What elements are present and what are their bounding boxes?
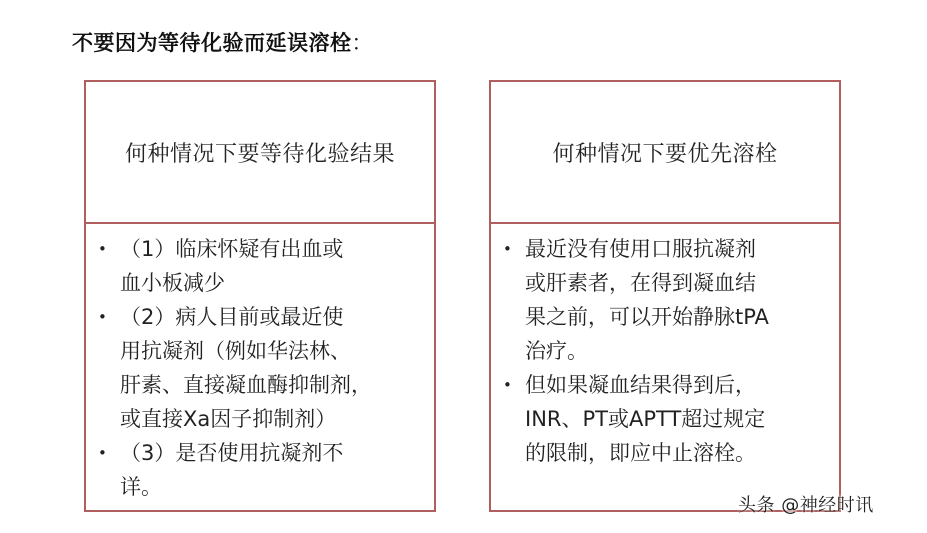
list-item-text: 最近没有使用口服抗凝剂 或肝素者，在得到凝血结 果之前，可以开始静脉tPA 治疗。 [525, 237, 769, 363]
wait-for-labs-list [86, 224, 434, 504]
wait-for-labs-title: 何种情况下要等待化验结果 [86, 82, 434, 224]
prioritize-thrombolysis-list [491, 224, 839, 470]
bullet-icon: • [98, 444, 107, 462]
bullet-icon: • [503, 376, 512, 394]
wait-for-labs-card [84, 80, 436, 512]
page-heading [72, 27, 373, 57]
list-item [98, 232, 420, 300]
list-item-text: （2）病人目前或最近使 用抗凝剂（例如华法林、 肝素、直接凝血酶抑制剂， 或直接Xa因子抑制剂） [120, 305, 372, 431]
list-item-text: （1）临床怀疑有出血或 血小板减少 [120, 237, 344, 295]
list-item-text: （3）是否使用抗凝剂不 详。 [120, 441, 344, 499]
prioritize-thrombolysis-card [489, 80, 841, 512]
bullet-icon: • [98, 308, 107, 326]
list-item [503, 232, 825, 368]
heading-text: 不要因为等待化验而延误溶栓 [72, 31, 352, 55]
bullet-icon: • [98, 240, 107, 258]
bullet-icon: • [503, 240, 512, 258]
list-item [98, 436, 420, 504]
list-item-text: 但如果凝血结果得到后， INR、PT或APTT超过规定 的限制，即应中止溶栓。 [525, 373, 766, 465]
source-watermark: 头条 @神经时讯 [738, 495, 874, 516]
prioritize-thrombolysis-title: 何种情况下要优先溶栓 [491, 82, 839, 224]
heading-colon: ： [351, 31, 373, 55]
list-item [98, 300, 420, 436]
list-item [503, 368, 825, 470]
